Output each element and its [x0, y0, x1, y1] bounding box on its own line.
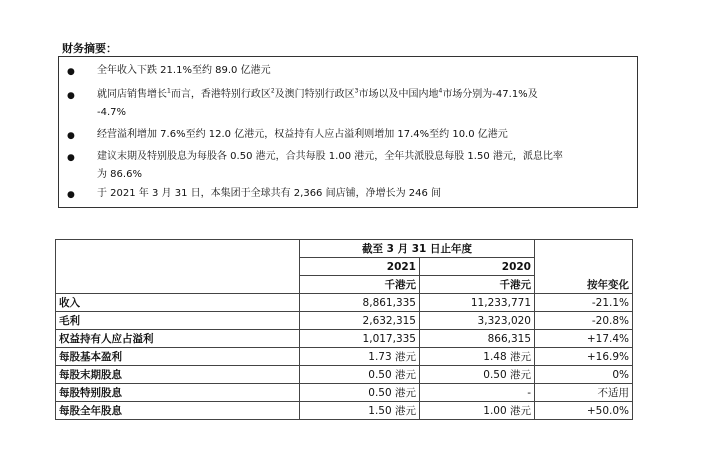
yoy-change: +17.4%	[535, 330, 633, 348]
highlight-same-store-sales: 就同店销售增长$^1$而言，香港特别行政区$^2$及澳门特别行政区$^3$市场以及中国内地$^4$市场分别为-47.1%及 -4.7%	[97, 87, 538, 118]
row-label: 权益持有人应占溢利	[56, 330, 300, 348]
unit-2021-header: 千港元	[300, 276, 420, 294]
row-label: 毛利	[56, 312, 300, 330]
table-row	[56, 312, 633, 330]
value-2021: 0.50 港元	[300, 366, 420, 384]
highlight-store-count: 于 2021 年 3 月 31 日，本集团于全球共有 2,366 间店铺，净增长为 246 间	[97, 188, 442, 199]
section-title: 财务摘要：	[62, 42, 117, 55]
value-2020: 3,323,020	[420, 312, 535, 330]
value-2021: 0.50 港元	[300, 384, 420, 402]
value-2021: 1,017,335	[300, 330, 420, 348]
year-2020-header: 2020	[420, 258, 535, 276]
value-2020: 11,233,771	[420, 294, 535, 312]
table-row	[56, 348, 633, 366]
change-header-spacer	[535, 240, 633, 276]
yoy-change: 不适用	[535, 384, 633, 402]
value-2020: 1.00 港元	[420, 402, 535, 420]
yoy-change: -20.8%	[535, 312, 633, 330]
period-header: 截至 3 月 31 日止年度	[300, 240, 535, 258]
value-2021: 8,861,335	[300, 294, 420, 312]
row-label: 每股基本盈利	[56, 348, 300, 366]
yoy-change: +50.0%	[535, 402, 633, 420]
table-row	[56, 402, 633, 420]
bullet-icon: ●	[67, 190, 75, 200]
change-header: 按年变化	[535, 276, 633, 294]
highlight-dividends: 建议末期及特别股息为每股各 0.50 港元，合共每股 1.00 港元，全年共派股息每股 1.50 港元，派息比率 为 86.6%	[97, 151, 563, 180]
row-label: 每股末期股息	[56, 366, 300, 384]
row-label: 每股全年股息	[56, 402, 300, 420]
table-row	[56, 384, 633, 402]
highlight-operating-profit: 经营溢利增加 7.6%至约 12.0 亿港元，权益持有人应占溢利则增加 17.4%至约 10.0 亿港元	[97, 129, 508, 140]
yoy-change: 0%	[535, 366, 633, 384]
value-2020: 0.50 港元	[420, 366, 535, 384]
value-2021: 1.50 港元	[300, 402, 420, 420]
bullet-icon: ●	[67, 131, 75, 141]
year-2021-header: 2021	[300, 258, 420, 276]
table-row	[56, 294, 633, 312]
financial-highlights-box	[58, 56, 638, 208]
value-2020: -	[420, 384, 535, 402]
unit-2020-header: 千港元	[420, 276, 535, 294]
table-row	[56, 366, 633, 384]
financial-table	[55, 239, 633, 420]
table-corner-cell	[56, 240, 300, 294]
value-2021: 1.73 港元	[300, 348, 420, 366]
yoy-change: -21.1%	[535, 294, 633, 312]
row-label: 收入	[56, 294, 300, 312]
row-label: 每股特别股息	[56, 384, 300, 402]
highlight-revenue: 全年收入下跌 21.1%至约 89.0 亿港元	[97, 65, 271, 76]
table-row	[56, 330, 633, 348]
bullet-icon: ●	[67, 67, 75, 77]
bullet-icon: ●	[67, 91, 75, 101]
value-2020: 1.48 港元	[420, 348, 535, 366]
yoy-change: +16.9%	[535, 348, 633, 366]
value-2021: 2,632,315	[300, 312, 420, 330]
value-2020: 866,315	[420, 330, 535, 348]
bullet-icon: ●	[67, 153, 75, 163]
